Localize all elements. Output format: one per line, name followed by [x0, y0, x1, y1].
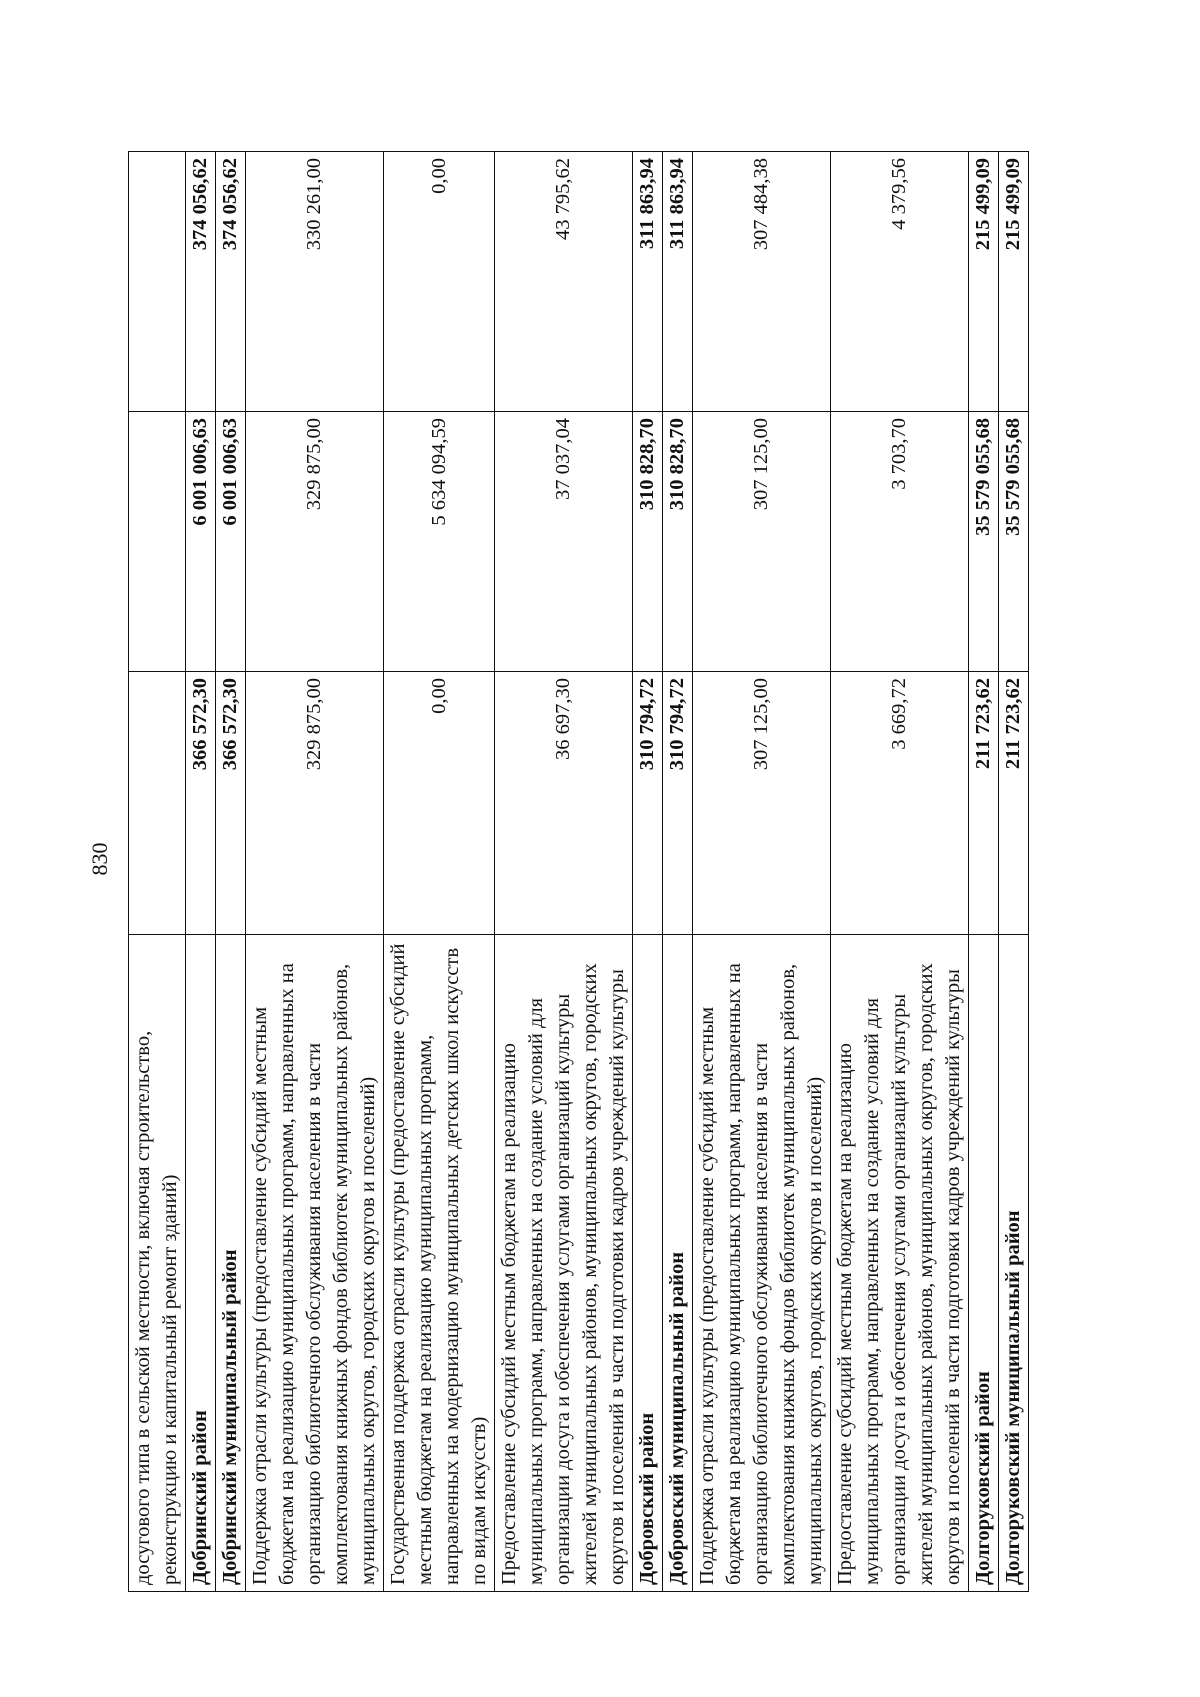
table-row	[384, 152, 495, 1592]
rotated-table-container	[128, 152, 1108, 1592]
table-row	[831, 152, 969, 1592]
table-row-municipal-total	[216, 152, 246, 1592]
page-number: 830	[87, 842, 112, 876]
table-row-municipal-total	[999, 152, 1029, 1592]
row-name-cell: Добровский район	[633, 935, 663, 1592]
value-cell-1	[129, 672, 186, 935]
table-row-region-total	[186, 152, 216, 1592]
value-cell-1: 366 572,30	[216, 672, 246, 935]
row-name-cell: Долгоруковский район	[969, 935, 999, 1592]
value-cell-2: 37 037,04	[495, 412, 633, 672]
value-cell-2: 6 001 006,63	[216, 412, 246, 672]
value-cell-1: 211 723,62	[969, 672, 999, 935]
row-name-cell: Добринский район	[186, 935, 216, 1592]
row-name-cell: Поддержка отрасли культуры (предоставление субсидий местным бюджетам на реализацию муниципальных программ, направленных на организацию библиотечного обслуживания населения в части комплектования книжных фондов библиотек муниципальных районов, муниципальных округов, городских округов и поселений)	[246, 935, 384, 1592]
budget-table	[128, 151, 1029, 1592]
row-name-cell: Предоставление субсидий местным бюджетам на реализацию муниципальных программ, направленных на создание условий для организации досуга и обеспечения услугами организаций культуры жителей муниципальных районов, муниципальных округов, городских округов и поселений в части подготовки кадров учреждений культуры	[831, 935, 969, 1592]
table-row-region-total	[969, 152, 999, 1592]
row-name-cell: Добровский муниципальный район	[663, 935, 693, 1592]
row-name-cell: досугового типа в сельской местности, включая строительство, реконструкцию и капитальный ремонт зданий)	[129, 935, 186, 1592]
value-cell-3: 307 484,38	[693, 152, 831, 412]
value-cell-1: 310 794,72	[633, 672, 663, 935]
value-cell-2: 310 828,70	[663, 412, 693, 672]
value-cell-3: 0,00	[384, 152, 495, 412]
row-name-cell: Добринский муниципальный район	[216, 935, 246, 1592]
row-name-cell: Долгоруковский муниципальный район	[999, 935, 1029, 1592]
value-cell-3: 43 795,62	[495, 152, 633, 412]
value-cell-2: 5 634 094,59	[384, 412, 495, 672]
value-cell-3: 215 499,09	[969, 152, 999, 412]
value-cell-2: 310 828,70	[633, 412, 663, 672]
value-cell-1: 310 794,72	[663, 672, 693, 935]
table-row	[693, 152, 831, 1592]
value-cell-3	[129, 152, 186, 412]
value-cell-2: 35 579 055,68	[969, 412, 999, 672]
value-cell-2: 307 125,00	[693, 412, 831, 672]
value-cell-2: 329 875,00	[246, 412, 384, 672]
value-cell-1: 0,00	[384, 672, 495, 935]
value-cell-3: 330 261,00	[246, 152, 384, 412]
value-cell-1: 36 697,30	[495, 672, 633, 935]
table-row-municipal-total	[663, 152, 693, 1592]
row-name-cell: Предоставление субсидий местным бюджетам на реализацию муниципальных программ, направленных на создание условий для организации досуга и обеспечения услугами организаций культуры жителей муниципальных районов, муниципальных округов, городских округов и поселений в части подготовки кадров учреждений культуры	[495, 935, 633, 1592]
value-cell-3: 4 379,56	[831, 152, 969, 412]
row-name-cell: Поддержка отрасли культуры (предоставление субсидий местным бюджетам на реализацию муниципальных программ, направленных на организацию библиотечного обслуживания населения в части комплектования книжных фондов библиотек муниципальных районов, муниципальных округов, городских округов и поселений)	[693, 935, 831, 1592]
value-cell-3: 374 056,62	[216, 152, 246, 412]
value-cell-3: 311 863,94	[633, 152, 663, 412]
value-cell-1: 329 875,00	[246, 672, 384, 935]
row-name-cell: Государственная поддержка отрасли культуры (предоставление субсидий местным бюджетам на реализацию муниципальных программ, направленных на модернизацию муниципальных детских школ искусств по видам искусств)	[384, 935, 495, 1592]
value-cell-1: 211 723,62	[999, 672, 1029, 935]
value-cell-1: 3 669,72	[831, 672, 969, 935]
value-cell-3: 374 056,62	[186, 152, 216, 412]
value-cell-3: 311 863,94	[663, 152, 693, 412]
table-row	[129, 152, 186, 1592]
table-row	[246, 152, 384, 1592]
value-cell-2: 3 703,70	[831, 412, 969, 672]
value-cell-3: 215 499,09	[999, 152, 1029, 412]
table-row-region-total	[633, 152, 663, 1592]
value-cell-2: 6 001 006,63	[186, 412, 216, 672]
value-cell-1: 307 125,00	[693, 672, 831, 935]
value-cell-2: 35 579 055,68	[999, 412, 1029, 672]
value-cell-2	[129, 412, 186, 672]
value-cell-1: 366 572,30	[186, 672, 216, 935]
table-row	[495, 152, 633, 1592]
